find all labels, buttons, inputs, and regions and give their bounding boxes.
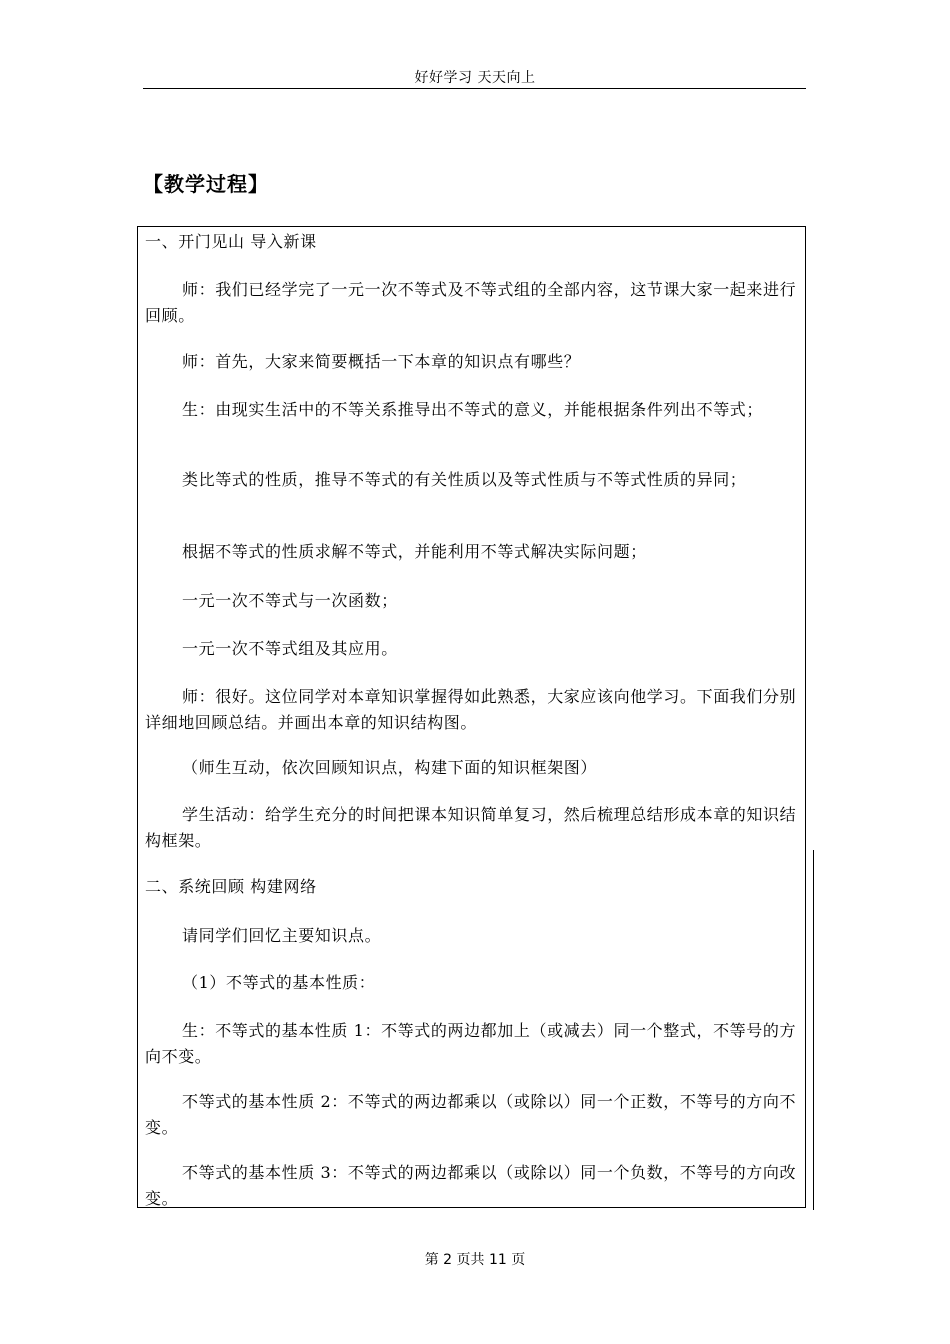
paragraph-inequality-system: 一元一次不等式组及其应用。 xyxy=(182,639,398,658)
page-header-text: 好好学习 天天向上 xyxy=(414,70,536,86)
paragraph-teacher-question: 师：首先，大家来简要概括一下本章的知识点有哪些？ xyxy=(182,352,581,371)
content-box-side-mark xyxy=(813,850,814,1210)
paragraph-properties-analogy: 类比等式的性质，推导不等式的有关性质以及等式性质与不等式性质的异同； xyxy=(182,470,747,489)
paragraph-student-activity: 学生活动：给学生充分的时间把课本知识简单复习，然后梳理总结形成本章的知识结构框架。 xyxy=(145,805,797,850)
paragraph-basic-properties-label: （1）不等式的基本性质： xyxy=(182,973,376,992)
paragraph-student-answer: 生：由现实生活中的不等关系推导出不等式的意义，并能根据条件列出不等式； xyxy=(182,400,764,419)
paragraph-solve-inequality: 根据不等式的性质求解不等式，并能利用不等式解决实际问题； xyxy=(182,542,647,561)
section-title: 【教学过程】 xyxy=(143,172,269,196)
paragraph-property-3: 不等式的基本性质 3：不等式的两边都乘以（或除以）同一个负数，不等号的方向改变。 xyxy=(145,1163,797,1208)
header-rule xyxy=(143,88,806,89)
heading-system-review: 二、系统回顾 构建网络 xyxy=(145,877,317,896)
paragraph-property-1: 生：不等式的基本性质 1：不等式的两边都加上（或减去）同一个整式，不等号的方向不变。 xyxy=(145,1021,797,1066)
page-footer-number: 第 2 页共 11 页 xyxy=(424,1252,526,1268)
paragraph-property-2: 不等式的基本性质 2：不等式的两边都乘以（或除以）同一个正数，不等号的方向不变。 xyxy=(145,1092,797,1137)
paragraph-linear-function: 一元一次不等式与一次函数； xyxy=(182,591,398,610)
paragraph-teacher-praise: 师：很好。这位同学对本章知识掌握得如此熟悉，大家应该向他学习。下面我们分别详细地回顾总结。并画出本章的知识结构图。 xyxy=(145,687,797,732)
paragraph-interaction-note: （师生互动，依次回顾知识点，构建下面的知识框架图） xyxy=(182,758,598,777)
paragraph-teacher-review: 师：我们已经学完了一元一次不等式及不等式组的全部内容，这节课大家一起来进行回顾。 xyxy=(145,280,797,325)
paragraph-recall-points: 请同学们回忆主要知识点。 xyxy=(182,926,382,945)
heading-intro: 一、开门见山 导入新课 xyxy=(145,232,317,251)
